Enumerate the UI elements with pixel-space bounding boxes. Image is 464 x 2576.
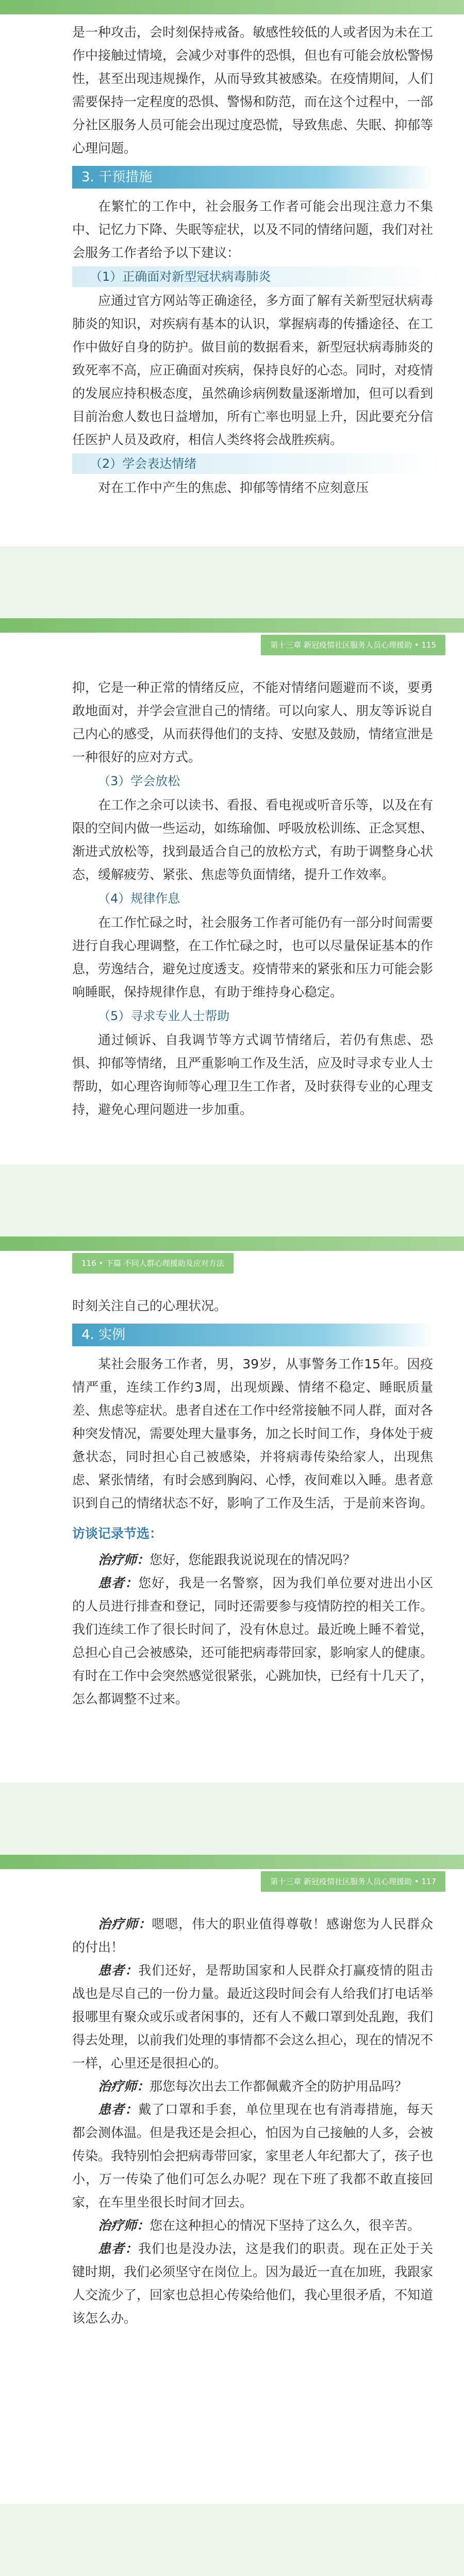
page-top-band xyxy=(0,618,464,633)
dialogue-line xyxy=(72,2214,433,2237)
book-page-2 xyxy=(0,618,464,1164)
running-head: 第十三章 新冠疫情社区服务人员心理援助 • 117 xyxy=(261,1871,445,1892)
book-page-3 xyxy=(0,1236,464,1783)
paragraph: 在繁忙的工作中，社会服务工作者可能会出现注意力不集中、记忆力下降、失眠等症状，以及不同的情绪问题，我们对社会服务工作者给予以下建议： xyxy=(72,199,434,260)
paragraph: 对在工作中产生的焦虑、抑郁等情绪不应刻意压 xyxy=(98,480,369,495)
dialogue-line xyxy=(72,2075,433,2098)
dialogue-line xyxy=(72,1548,433,1571)
dialogue-line xyxy=(72,1571,433,1710)
utterance: 我们也是没办法，这是我们的职责。现在正处于关键时期，我们必须坚守在岗位上。因为最近一直在加班，我跟家人交流少了，回家也总担心传染给他们，我心里很矛盾，不知道该怎么办。 xyxy=(72,2241,434,2326)
subsection-heading: （3）学会放松 xyxy=(98,774,180,788)
speaker: 治疗师： xyxy=(98,1917,152,1931)
subsection-heading: （2）学会表达情绪 xyxy=(72,453,433,474)
running-head: 第十三章 新冠疫情社区服务人员心理援助 • 115 xyxy=(261,635,445,655)
paragraph: 某社会服务工作者，男，39岁，从事警务工作15年。因疫情严重，连续工作约3周，出现烦躁、情绪不稳定、睡眠质量差、焦虑等症状。患者自述在工作中经常接触不同人群，面对各种突发情况，需要处理大量事务，加之长时间工作，身体处于疲惫状态，同时担心自己被感染，并将病毒传染给家人，出现焦虑、紧张情绪，有时会感到胸闷、心悸，夜间难以入睡。患者意识到自己的情绪状态不好，影响了工作及生活，于是前来咨询。 xyxy=(72,1357,434,1511)
section-heading: 3. 干预措施 xyxy=(72,166,433,189)
paragraph: 应通过官方网站等正确途径，多方面了解有关新型冠状病毒肺炎的知识，对疾病有基本的认识，掌握病毒的传播途径、在工作中做好自身的防护。做目前的数据看来，新型冠状病毒肺炎的致死率不高，应正确面对疾病，保持良好的心态。同时，对疫情的发展应持积极态度，虽然确诊病例数量逐渐增加，但可以看到目前治愈人数也日益增加，所有亡率也明显上升，因此要充分信任医护人员及政府，相信人类终将会战胜疾病。 xyxy=(72,293,434,447)
paragraph: 是一种攻击，会时刻保持戒备。敏感性较低的人或者因为未在工作中接触过情境，会减少对事件的恐惧，但也有可能会放松警惕性，甚至出现违规操作，从而导致其被感染。在疫情期间，人们需要保持一定程度的恐惧、警惕和防范，而在这个过程中，一部分社区服务人员可能会出现过度恐慌，导致焦虑、失眠、抑郁等心理问题。 xyxy=(72,25,434,156)
page-content xyxy=(72,676,433,1121)
utterance: 您好，我是一名警察，因为我们单位要对进出小区的人员进行排查和登记，同时还需要参与疫情防控的相关工作。我们连续工作了很长时间了，没有休息过。最近晚上睡不着觉，总担心自己会被感染，还可能把病毒带回家，影响家人的健康。有时在工作中会突然感觉很紧张，心跳加快，已经有十几天了，怎么都调整不过来。 xyxy=(72,1575,434,1706)
section-heading: 4. 实例 xyxy=(72,1324,433,1346)
utterance: 您好，您能跟我说说现在的情况吗？ xyxy=(150,1552,356,1567)
speaker: 患者： xyxy=(98,1963,139,1978)
subsection-heading: （4）规律作息 xyxy=(98,891,180,906)
dialogue-line xyxy=(72,1912,433,1959)
interview-label: 访谈记录节选： xyxy=(72,1526,163,1541)
speaker: 治疗师： xyxy=(98,2218,150,2233)
paragraph: 时刻关注自己的心理状况。 xyxy=(72,1298,227,1313)
paragraph: 抑，它是一种正常的情绪反应，不能对情绪问题避而不谈，要勇敢地面对，并学会宣泄自己的情绪。可以向家人、朋友等诉说自己内心的感受，从而获得他们的支持、安慰及鼓励，情绪宣泄是一种很好的应对方式。 xyxy=(72,680,434,765)
utterance: 戴了口罩和手套，单位里现在也有消毒措施，每天都会测体温。但是我还是会担心，怕因为自己接触的人多，会被传染。我特别怕会把病毒带回家，家里老人年纪都大了，孩子也小，万一传染了他们可怎么办呢？现在下班了我都不敢直接回家，在车里坐很长时间才回去。 xyxy=(72,2102,434,2210)
paragraph: 通过倾诉、自我调节等方式调节情绪后，若仍有焦虑、恐惧、抑郁等情绪，且严重影响工作及生活，应及时寻求专业人士帮助，如心理咨询师等心理卫生工作者，及时获得专业的心理支持，避免心理问题进一步加重。 xyxy=(72,1032,434,1117)
utterance: 我们还好，是帮助国家和人民群众打赢疫情的阻击战也是尽自己的一份力量。最近这段时间会有人给我们打电话举报哪里有聚众或乐或者闲事的，还有人不戴口罩到处乱跑，我们得去处理，以前我们处理的事情都不会这么担心，现在的情况不一样，心里还是很担心的。 xyxy=(72,1963,434,2071)
book-page-4 xyxy=(0,1855,464,2504)
utterance: 嗯嗯，伟大的职业值得尊敬！感谢您为人民群众的付出！ xyxy=(72,1917,433,1955)
speaker: 患者： xyxy=(98,2241,139,2256)
page-top-band xyxy=(0,1236,464,1251)
speaker: 治疗师： xyxy=(98,1552,150,1567)
running-head: 116 • 下篇 不同人群心理援助及应对方法 xyxy=(72,1253,234,1274)
page-content xyxy=(72,1912,433,2330)
book-page-1 xyxy=(0,0,464,546)
utterance: 那您每次出去工作都佩戴齐全的防护用品吗？ xyxy=(150,2079,408,2094)
speaker: 治疗师： xyxy=(98,2079,150,2094)
paragraph: 在工作之余可以读书、看报、看电视或听音乐等，以及在有限的空间内做一些运动，如练瑜伽、呼吸放松训练、正念冥想、渐进式放松等，找到最适合自己的放松方式，有助于调整身心状态，缓解疲劳、紧张、焦虑等负面情绪，提升工作效率。 xyxy=(72,798,434,882)
subsection-heading: （5）寻求专业人士帮助 xyxy=(98,1009,230,1023)
speaker: 患者： xyxy=(98,1575,139,1590)
dialogue-line xyxy=(72,2237,433,2330)
paragraph: 在工作忙碌之时，社会服务工作者可能仍有一部分时间需要进行自我心理调整，在工作忙碌之时，也可以尽量保证基本的作息，劳逸结合，避免过度透支。疫情带来的紧张和压力可能会影响睡眠，保持规律作息，有助于维持身心稳定。 xyxy=(72,915,434,999)
page-top-band xyxy=(0,0,464,14)
page-content xyxy=(72,21,433,499)
page-content xyxy=(72,1294,433,1710)
utterance: 您在这种担心的情况下坚持了这么久，很辛苦。 xyxy=(150,2218,421,2233)
dialogue-line xyxy=(72,1959,433,2075)
dialogue-line xyxy=(72,2098,433,2214)
speaker: 患者： xyxy=(98,2102,139,2117)
page-top-band xyxy=(0,1855,464,1869)
subsection-heading: （1）正确面对新型冠状病毒肺炎 xyxy=(72,266,433,287)
